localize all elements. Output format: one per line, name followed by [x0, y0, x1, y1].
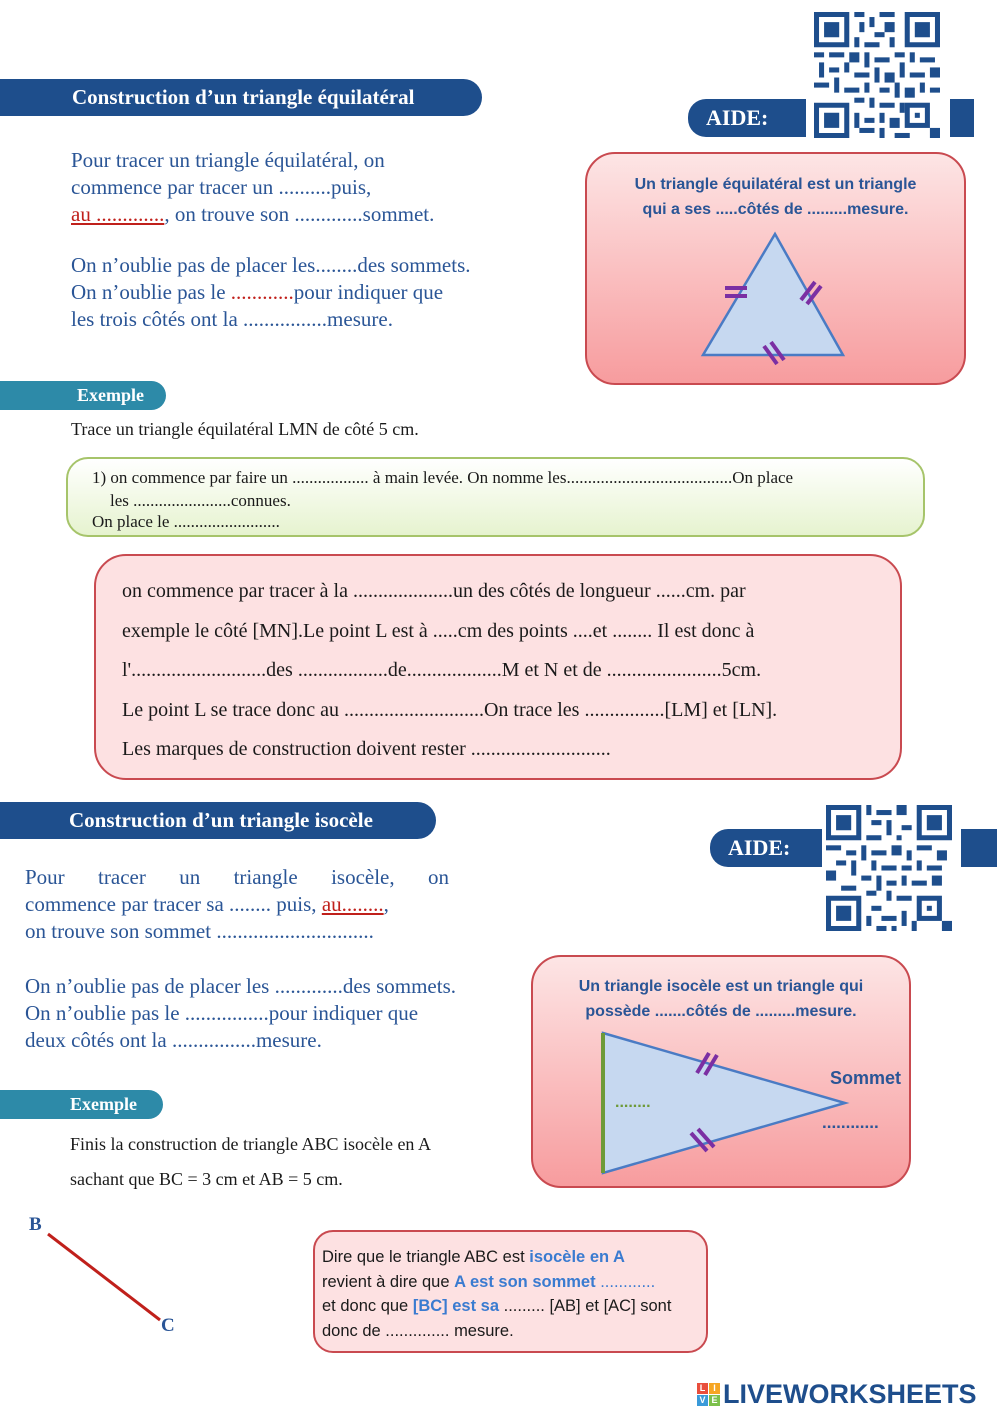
step1-line: On place le ......................... — [92, 512, 280, 531]
section1-exercise: Trace un triangle équilatéral LMN de côté 5 cm. — [71, 419, 419, 439]
intro-word: Pour — [25, 865, 65, 889]
point-c-label: C — [161, 1315, 175, 1336]
step1-box — [66, 457, 925, 537]
isosceles-definition-box — [531, 955, 911, 1188]
badge-letter: I — [709, 1383, 720, 1394]
note-line: On n’oublie pas de placer les .............des sommets. — [25, 974, 456, 998]
intro-line — [25, 891, 449, 918]
hint-highlight: isocèle en A — [529, 1248, 625, 1266]
isosceles-hint-box — [313, 1230, 708, 1353]
logo-text: LIVEWORKSHEETS — [723, 1378, 977, 1409]
section2-aide-label: AIDE: — [710, 829, 822, 867]
exemple-label: Exemple — [77, 385, 144, 405]
intro-line: on trouve son sommet .............................. — [25, 919, 374, 943]
base-label: ........ — [615, 1094, 651, 1111]
hint-line: donc de .............. mesure. — [322, 1321, 514, 1340]
qr-code-icon[interactable] — [814, 12, 940, 138]
step2-line: on commence par tracer à la ....................un des côtés de longueur ......cm. par — [122, 580, 746, 602]
intro-line — [71, 201, 571, 228]
intro-text: commence par tracer sa ........ puis, — [25, 892, 322, 916]
logo-badge-icon — [697, 1383, 720, 1406]
step2-line: Le point L se trace donc au ............................On trace les ................[LM] et [LN]. — [122, 698, 778, 721]
hint-text: Dire que le triangle ABC est — [322, 1248, 530, 1266]
exemple-label: Exemple — [70, 1094, 137, 1114]
step2-line: Les marques de construction doivent rester ............................ — [122, 738, 611, 760]
point-b-label: B — [29, 1214, 42, 1235]
section2-title-banner — [0, 802, 436, 839]
note-line: On n’oublie pas le ................pour indiquer que — [25, 1001, 419, 1025]
badge-letter: E — [709, 1395, 720, 1406]
hint-text: revient à dire que — [322, 1272, 455, 1291]
section1-exemple-tab — [0, 381, 166, 410]
intro-word: un — [179, 865, 201, 889]
hint-highlight: A est son sommet — [454, 1272, 596, 1291]
definition-line: possède .......côtés de .........mesure. — [585, 1003, 857, 1020]
section1-note — [71, 252, 571, 333]
note-text: pour indiquer que — [293, 280, 444, 304]
intro-line: Pour tracer un triangle équilatéral, on — [71, 148, 385, 172]
section2-exercise — [70, 1127, 431, 1197]
section2-exemple-tab — [0, 1090, 163, 1119]
definition-line: Un triangle isocèle est un triangle qui — [578, 978, 864, 995]
step-number: 1) — [92, 468, 107, 487]
step2-box — [94, 554, 902, 780]
intro-text: , — [383, 892, 389, 916]
section1-aide-label: AIDE: — [688, 99, 806, 137]
hint-line — [322, 1270, 706, 1295]
hint-blank[interactable]: ............ — [595, 1272, 656, 1291]
blank[interactable]: ............ — [230, 280, 294, 304]
badge-letter: V — [697, 1395, 708, 1406]
badge-letter: L — [697, 1383, 708, 1394]
liveworksheets-logo[interactable] — [697, 1379, 977, 1409]
definition-text — [587, 172, 964, 222]
sommet-blank[interactable]: ............ — [822, 1113, 879, 1132]
section1-title: Construction d’un triangle équilatéral — [72, 85, 415, 109]
intro-word: tracer — [98, 865, 146, 889]
exercise-line: sachant que BC = 3 cm et AB = 5 cm. — [70, 1169, 343, 1189]
equilateral-definition-box — [585, 152, 966, 385]
exercise-line: Finis la construction de triangle ABC isocèle en A — [70, 1134, 431, 1154]
intro-word: isocèle, — [331, 865, 395, 889]
section2-note — [25, 973, 525, 1054]
step-text: on commence par faire un .................. à main levée. On nomme les.......................................On place — [110, 468, 794, 487]
note-line — [71, 279, 571, 306]
definition-text — [533, 974, 909, 1024]
note-line: les trois côtés ont la ................mesure. — [71, 307, 393, 331]
blank[interactable]: au........ — [321, 892, 384, 916]
hint-text: ......... [AB] et [AC] sont — [499, 1297, 672, 1315]
intro-word: on — [427, 865, 449, 889]
note-text: On n’oublie pas le — [71, 280, 231, 304]
hint-line — [322, 1294, 706, 1319]
section1-intro — [71, 147, 571, 228]
note-line: deux côtés ont la ................mesure. — [25, 1028, 322, 1052]
section1-title-banner — [0, 79, 482, 116]
step1-line: les .......................connues. — [110, 491, 291, 510]
step2-line: exemple le côté [MN].Le point L est à .....cm des points ....et ........ Il est donc à — [122, 619, 755, 642]
intro-line: commence par tracer un ..........puis, — [71, 175, 372, 199]
qr-side-block — [961, 829, 997, 867]
hint-line — [322, 1245, 706, 1270]
blank[interactable]: au ............. — [71, 202, 165, 226]
hint-text: et donc que — [322, 1297, 413, 1315]
note-line: On n’oublie pas de placer les........des sommets. — [71, 253, 471, 277]
qr-side-block — [950, 99, 974, 137]
step1-line — [92, 467, 923, 489]
section2-intro — [25, 864, 449, 945]
sommet-label: Sommet — [830, 1068, 902, 1088]
definition-line: Un triangle équilatéral est un triangle — [634, 176, 917, 193]
intro-text: , on trouve son .............sommet. — [164, 202, 435, 226]
equilateral-triangle-figure — [687, 224, 857, 374]
intro-line — [25, 864, 449, 891]
step2-line: l'...........................des ..................de...................M et N et de .......................5cm. — [122, 659, 762, 681]
hint-highlight: [BC] est sa — [412, 1297, 500, 1315]
section2-title: Construction d’un triangle isocèle — [69, 808, 373, 832]
qr-code-icon[interactable] — [826, 805, 952, 931]
definition-line: qui a ses .....côtés de .........mesure. — [642, 201, 909, 218]
intro-word: triangle — [233, 865, 298, 889]
